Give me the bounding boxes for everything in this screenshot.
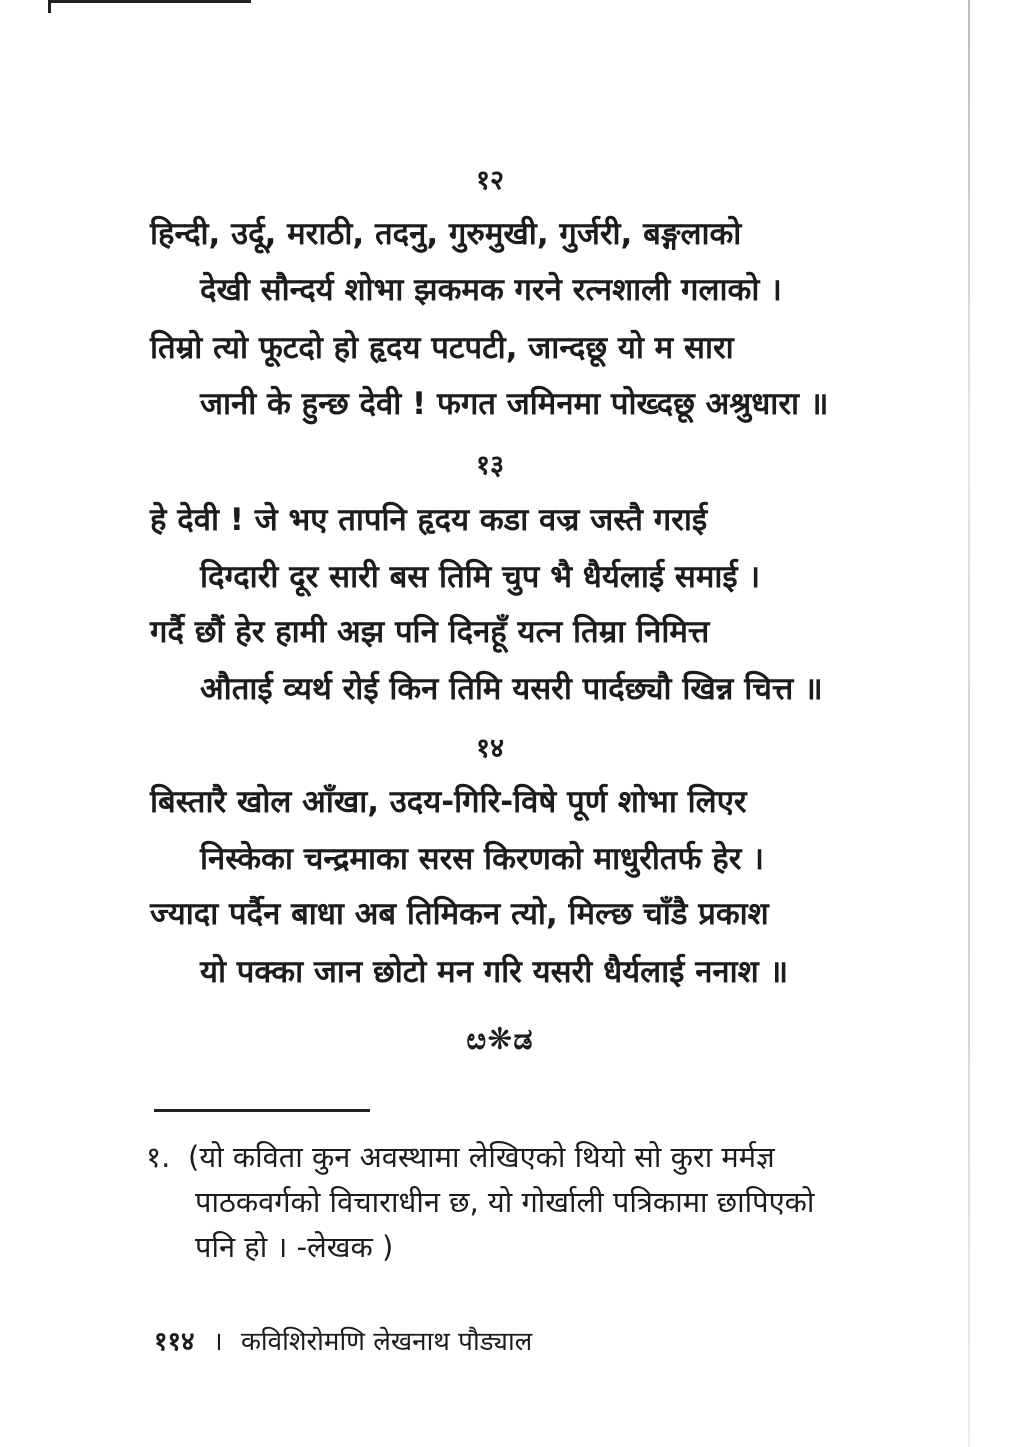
verse-line: गर्दै छौं हेर हामी अझ पनि दिनहूँ यत्न तिम्रा निमित्त xyxy=(150,614,710,650)
verse-line: औताई व्यर्थ रोई किन तिमि यसरी पार्दछ्यौ खिन्न चित्त ॥ xyxy=(200,671,823,707)
footnote-line: पनि हो । -लेखक ) xyxy=(195,1230,394,1264)
footer-separator: । xyxy=(212,1327,223,1357)
ornament-divider: ೞ❋ಡ xyxy=(466,1022,534,1057)
footnote-marker: १. xyxy=(146,1140,171,1174)
verse-line: बिस्तारै खोल आँखा, उदय-गिरि-विषे पूर्ण शोभा लिएर xyxy=(150,784,747,820)
verse-line: निस्केका चन्द्रमाका सरस किरणको माधुरीतर्फ हेर । xyxy=(200,841,764,877)
verse-line: तिम्रो त्यो फूटदो हो हृदय पटपटी, जान्दछू यो म सारा xyxy=(150,330,734,366)
page-footer xyxy=(154,1322,532,1358)
verse-line: दिग्दारी दूर सारी बस तिमि चुप भै धैर्यलाई समाई । xyxy=(200,559,761,595)
verse-line: यो पक्का जान छोटो मन गरि यसरी धैर्यलाई ननाश ॥ xyxy=(200,954,789,990)
verse-line: देखी सौन्दर्य शोभा झकमक गरने रत्नशाली गलाको । xyxy=(200,272,782,308)
verse-line: हे देवी ! जे भए तापनि हृदय कडा वज्र जस्तै गराई xyxy=(150,502,708,538)
verse-number: १४ xyxy=(475,733,505,764)
verse-line: ज्यादा पर्दैन बाधा अब तिमिकन त्यो, मिल्छ चाँडै प्रकाश xyxy=(150,896,769,932)
verse-number: १३ xyxy=(475,450,505,481)
book-title: कविशिरोमणि लेखनाथ पौड्याल xyxy=(240,1327,533,1357)
verse-number: १२ xyxy=(475,165,505,196)
footnote-line: पाठकवर्गको विचाराधीन छ, यो गोर्खाली पत्रिकामा छापिएको xyxy=(195,1185,815,1219)
footnote-line: (यो कविता कुन अवस्थामा लेखिएको थियो सो कुरा मर्मज्ञ xyxy=(188,1140,775,1174)
footnote-rule xyxy=(154,1109,370,1112)
page-edge-line xyxy=(968,0,970,1447)
verse-line: हिन्दी, उर्दू, मराठी, तदनु, गुरुमुखी, गुर्जरी, बङ्गलाको xyxy=(150,216,742,252)
verse-line: जानी के हुन्छ देवी ! फगत जमिनमा पोख्दछू अश्रुधारा ॥ xyxy=(200,386,829,422)
page-number: ११४ xyxy=(154,1327,195,1357)
page-corner-mark xyxy=(48,0,251,13)
